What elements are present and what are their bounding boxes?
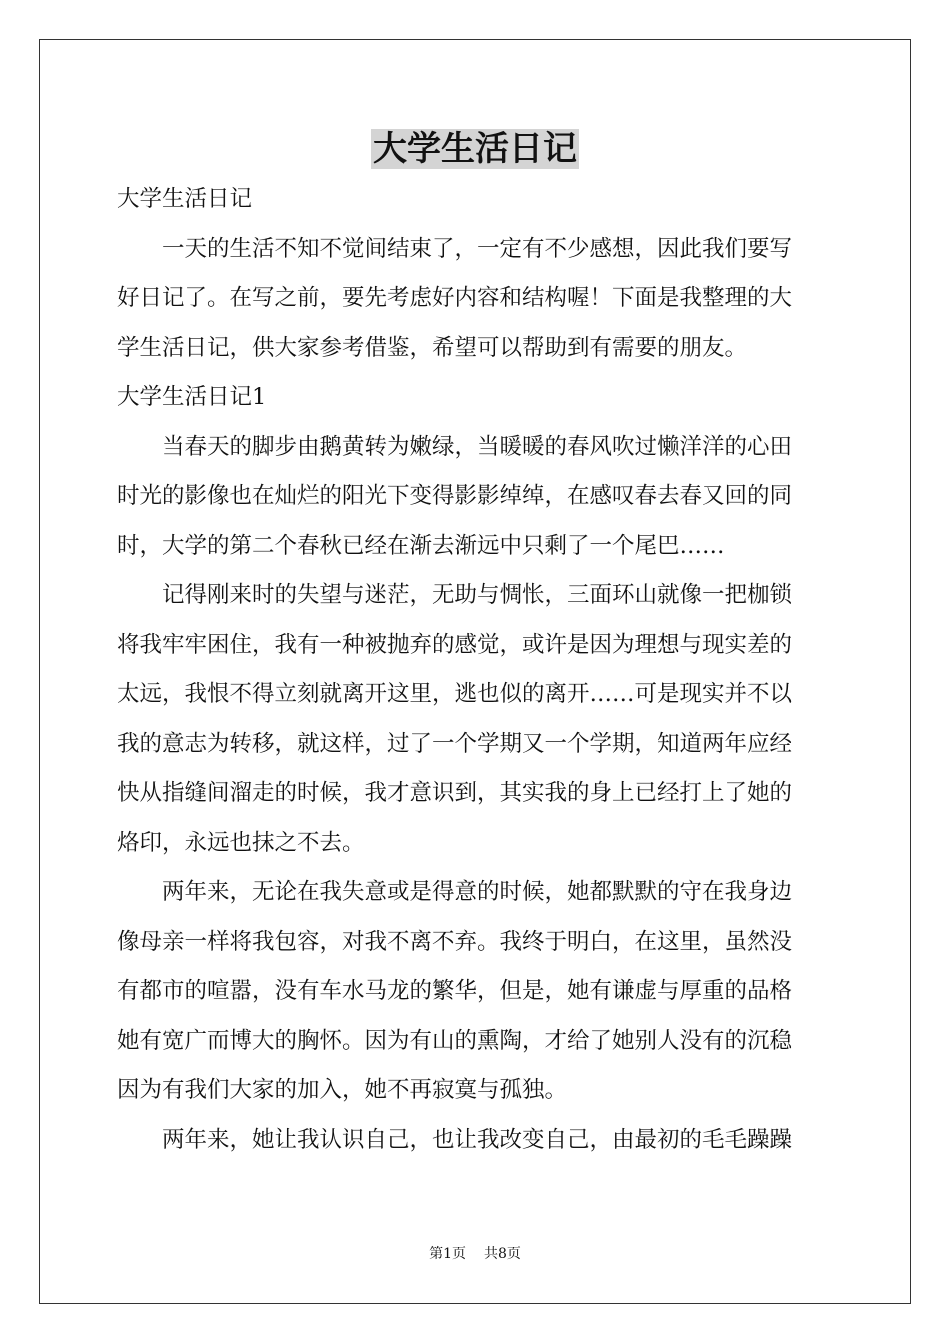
body-line: 两年来，无论在我失意或是得意的时候，她都默默的守在我身边 xyxy=(117,879,793,905)
body-line: 她有宽广而博大的胸怀。因为有山的熏陶，才给了她别人没有的沉稳 xyxy=(117,1027,793,1054)
body-line: 大学生活日记 xyxy=(117,186,253,212)
document-body xyxy=(117,175,833,1165)
body-line: 像母亲一样将我包容，对我不离不弃。我终于明白，在这里，虽然没 xyxy=(117,928,793,955)
body-line: 学生活日记，供大家参考借鉴，希望可以帮助到有需要的朋友。 xyxy=(117,334,748,361)
body-line: 烙印，永远也抹之不去。 xyxy=(117,829,365,856)
body-line: 快从指缝间溜走的时候，我才意识到，其实我的身上已经打上了她的 xyxy=(117,780,793,806)
body-line: 两年来，她让我认识自己，也让我改变自己，由最初的毛毛躁躁 xyxy=(117,1126,793,1153)
document-title xyxy=(0,124,950,174)
body-line: 我的意志为转移，就这样，过了一个学期又一个学期，知道两年应经 xyxy=(117,730,793,757)
body-line: 将我牢牢困住，我有一种被抛弃的感觉，或许是因为理想与现实差的 xyxy=(117,631,793,658)
body-line: 因为有我们大家的加入，她不再寂寞与孤独。 xyxy=(117,1077,568,1103)
body-line: 好日记了。在写之前，要先考虑好内容和结构喔！下面是我整理的大 xyxy=(117,285,793,311)
page-total: 共8页 xyxy=(484,1246,521,1262)
body-line: 有都市的喧嚣，没有车水马龙的繁华，但是，她有谦虚与厚重的品格 xyxy=(117,978,793,1004)
body-line: 一天的生活不知不觉间结束了，一定有不少感想，因此我们要写 xyxy=(117,235,793,262)
document-title-text: 大学生活日记 xyxy=(373,129,577,169)
body-line: 时，大学的第二个春秋已经在渐去渐远中只剩了一个尾巴…… xyxy=(117,532,725,559)
body-line: 大学生活日记1 xyxy=(117,384,267,410)
body-line: 太远，我恨不得立刻就离开这里，逃也似的离开……可是现实并不以 xyxy=(117,681,793,707)
body-line: 时光的影像也在灿烂的阳光下变得影影绰绰，在感叹春去春又回的同 xyxy=(117,483,793,509)
body-line: 记得刚来时的失望与迷茫，无助与惆怅，三面环山就像一把枷锁 xyxy=(117,582,793,608)
page-footer xyxy=(0,1245,950,1263)
page-number: 第1页 xyxy=(429,1246,466,1262)
body-line: 当春天的脚步由鹅黄转为嫩绿，当暖暖的春风吹过懒洋洋的心田 xyxy=(117,433,793,460)
